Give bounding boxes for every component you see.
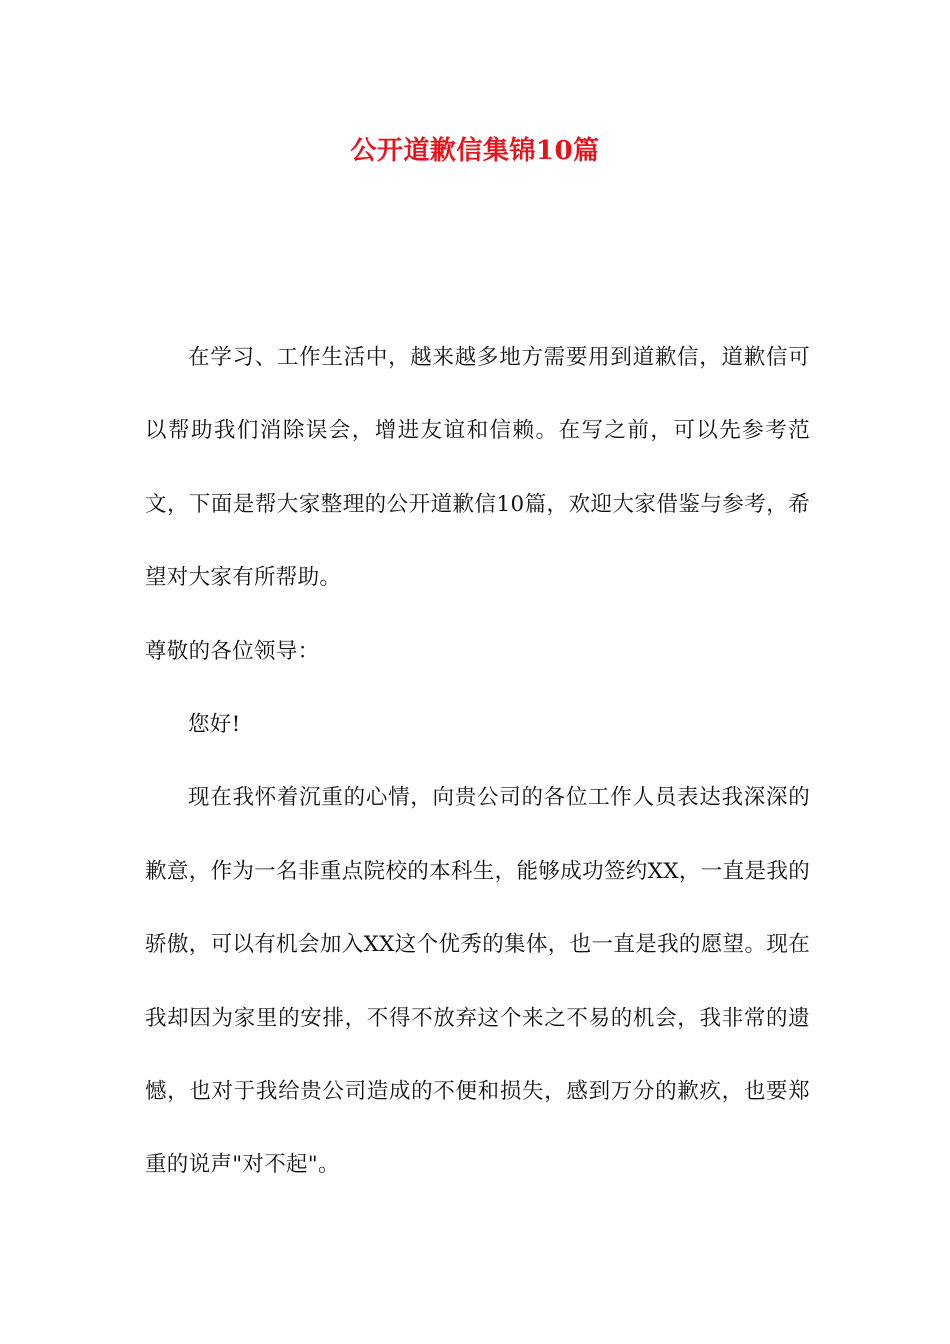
document-body (145, 321, 810, 1202)
document-title: 公开道歉信集锦10篇 (350, 136, 600, 166)
intro-paragraph: 在学习、工作生活中，越来越多地方需要用到道歉信，道歉信可以帮助我们消除误会，增进友谊和信赖。在写之前，可以先参考范文，下面是帮大家整理的公开道歉信10篇，欢迎大家借鉴与参考，希望对大家有所帮助。 (145, 345, 810, 591)
letter-body-paragraph: 现在我怀着沉重的心情，向贵公司的各位工作人员表达我深深的歉意，作为一名非重点院校的本科生，能够成功签约XX，一直是我的骄傲，可以有机会加入XX这个优秀的集体，也一直是我的愿望。现在我却因为家里的安排，不得不放弃这个来之不易的机会，我非常的遗憾，也对于我给贵公司造成的不便和损失，感到万分的歉疚，也要郑重的说声"对不起"。 (145, 785, 810, 1178)
salutation: 尊敬的各位领导： (145, 638, 320, 664)
greeting: 您好! (188, 712, 241, 738)
